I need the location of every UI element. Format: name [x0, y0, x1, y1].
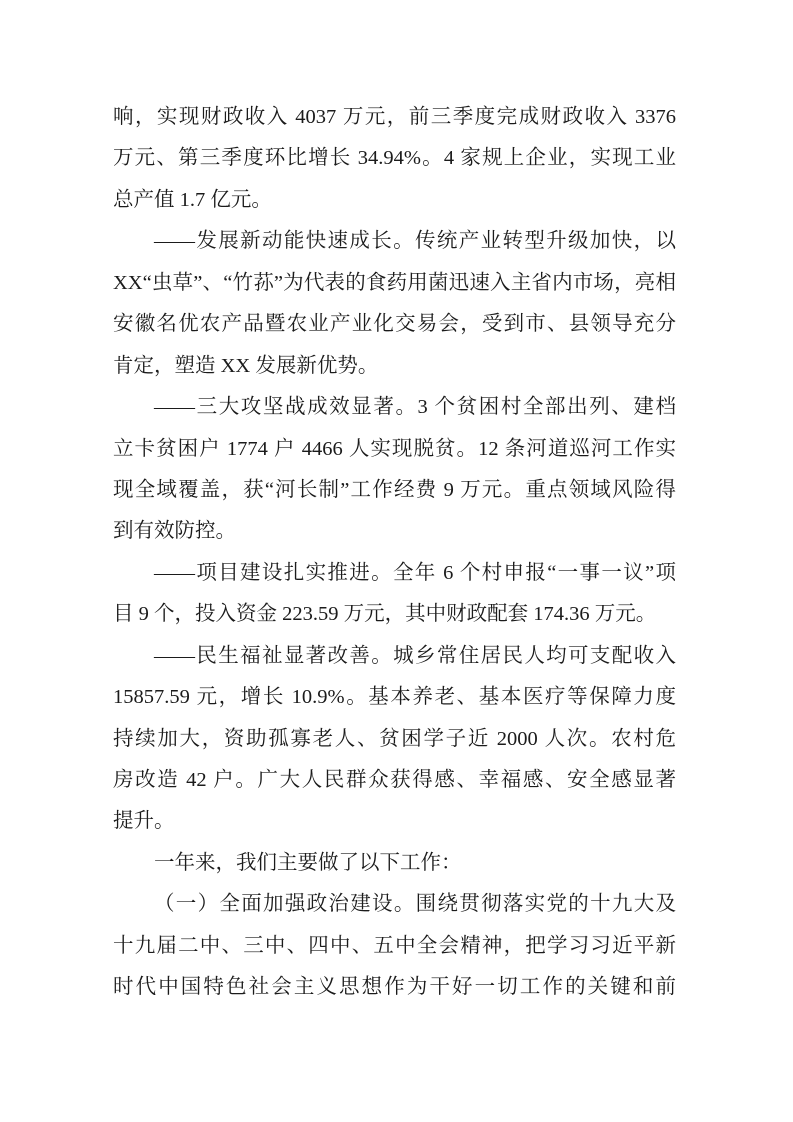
text-line: （一）全面加强政治建设。围绕贯彻落实党的十九大及	[154, 893, 676, 916]
paragraph	[113, 97, 676, 221]
text-line: 总产值 1.7 亿元。	[113, 188, 272, 211]
text-line: 时代中国特色社会主义思想作为干好一切工作的关键和前	[113, 976, 676, 999]
text-line: ——发展新动能快速成长。传统产业转型升级加快，以	[154, 230, 676, 253]
text-line: 立卡贫困户 1774 户 4466 人实现脱贫。12 条河道巡河工作实	[113, 437, 676, 460]
text-line: 安徽名优农产品暨农业产业化交易会，受到市、县领导充分	[113, 313, 676, 336]
text-line: 15857.59 元，增长 10.9%。基本养老、基本医疗等保障力度	[113, 686, 676, 709]
text-line: 目 9 个，投入资金 223.59 万元，其中财政配套 174.36 万元。	[113, 603, 657, 626]
paragraph	[113, 221, 676, 387]
paragraph	[113, 884, 676, 1008]
text-line: 万元、第三季度环比增长 34.94%。4 家规上企业，实现工业	[113, 147, 676, 170]
text-line: 房改造 42 户。广大人民群众获得感、幸福感、安全感显著	[113, 769, 676, 791]
text-line: 到有效防控。	[113, 520, 236, 543]
text-line: 响，实现财政收入 4037 万元，前三季度完成财政收入 3376	[113, 106, 676, 128]
text-line: 肯定，塑造 XX 发展新优势。	[113, 354, 379, 377]
text-line: ——项目建设扎实推进。全年 6 个村申报“一事一议”项	[154, 561, 676, 584]
paragraph	[113, 636, 676, 843]
paragraph	[113, 553, 676, 636]
text-line: 十九届二中、三中、四中、五中全会精神，把学习习近平新	[113, 934, 676, 957]
document-body	[113, 97, 676, 1009]
paragraph	[113, 387, 676, 553]
text-line: 现全域覆盖，获“河长制”工作经费 9 万元。重点领域风险得	[113, 478, 676, 501]
text-line: 提升。	[113, 810, 175, 833]
text-line: 一年来，我们主要做了以下工作：	[154, 851, 462, 874]
text-line: ——三大攻坚战成效显著。3 个贫困村全部出列、建档	[154, 396, 676, 419]
text-line: 持续加大，资助孤寡老人、贫困学子近 2000 人次。农村危	[113, 727, 676, 750]
text-line: ——民生福祉显著改善。城乡常住居民人均可支配收入	[154, 644, 676, 667]
text-line: XX“虫草”、“竹荪”为代表的食药用菌迅速入主省内市场，亮相	[113, 271, 676, 294]
paragraph	[113, 843, 676, 884]
